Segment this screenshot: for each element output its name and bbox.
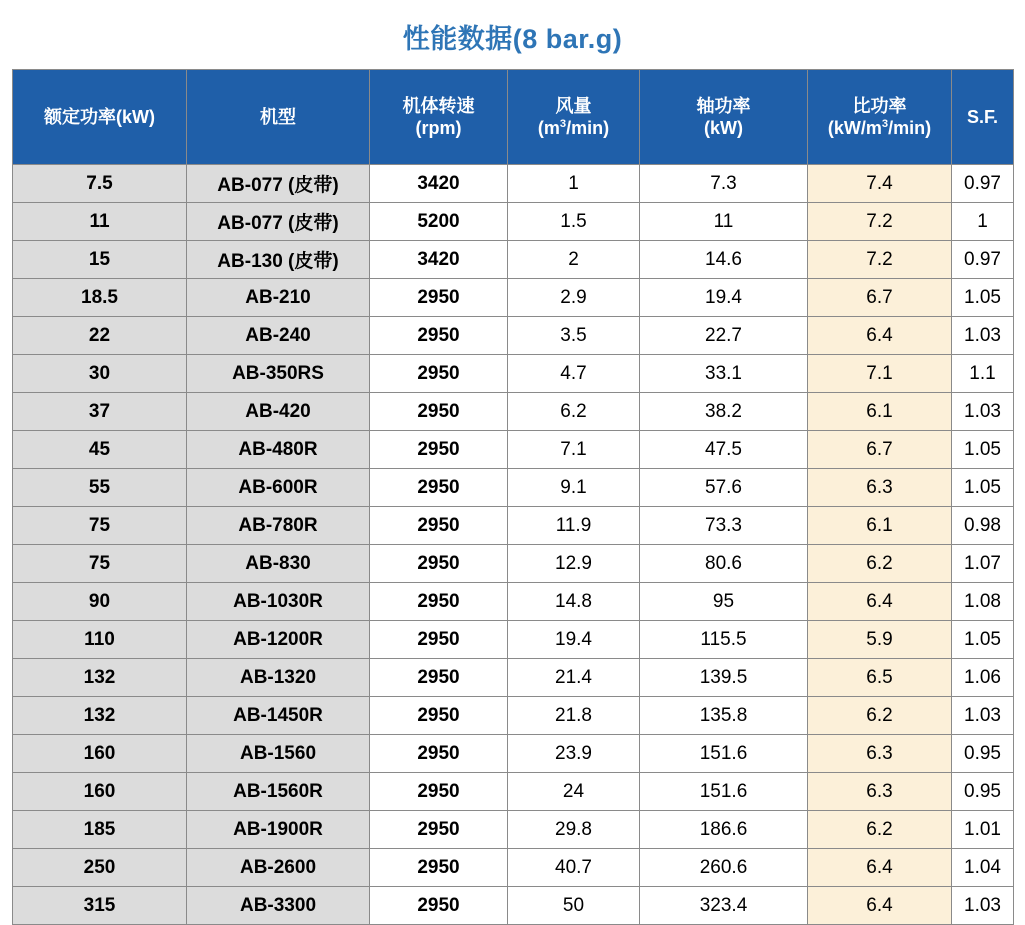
column-header-line1: 比功率 xyxy=(852,95,907,116)
cell-service-factor: 1.05 xyxy=(952,431,1014,469)
cell-model: AB-240 xyxy=(187,317,370,355)
column-header-specific-power xyxy=(808,70,952,165)
cell-flow: 1.5 xyxy=(508,203,640,241)
cell-model: AB-1560R xyxy=(187,773,370,811)
table-row xyxy=(13,735,1014,773)
cell-speed: 3420 xyxy=(370,241,508,279)
cell-speed: 3420 xyxy=(370,165,508,203)
cell-rated-power: 30 xyxy=(13,355,187,393)
cell-shaft-power: 151.6 xyxy=(640,773,808,811)
cell-flow: 1 xyxy=(508,165,640,203)
column-header-line2: $(kW/m^3/\min)$ xyxy=(827,118,932,138)
cell-flow: 19.4 xyxy=(508,621,640,659)
cell-speed: 2950 xyxy=(370,355,508,393)
cell-shaft-power: 323.4 xyxy=(640,887,808,925)
table-row xyxy=(13,621,1014,659)
cell-specific-power: 6.3 xyxy=(808,735,952,773)
cell-rated-power: 90 xyxy=(13,583,187,621)
cell-speed: 2950 xyxy=(370,659,508,697)
cell-specific-power: 6.4 xyxy=(808,849,952,887)
cell-rated-power: 55 xyxy=(13,469,187,507)
cell-speed: 2950 xyxy=(370,773,508,811)
cell-flow: 12.9 xyxy=(508,545,640,583)
column-header-line1: 额定功率(kW) xyxy=(44,106,155,127)
cell-service-factor: 1.03 xyxy=(952,393,1014,431)
cell-shaft-power: 139.5 xyxy=(640,659,808,697)
page-title: 性能数据(8 bar.g) xyxy=(402,24,623,54)
cell-speed: 2950 xyxy=(370,811,508,849)
cell-specific-power: 6.7 xyxy=(808,279,952,317)
cell-shaft-power: 38.2 xyxy=(640,393,808,431)
table-body xyxy=(13,165,1014,925)
cell-model: AB-830 xyxy=(187,545,370,583)
table-row xyxy=(13,241,1014,279)
column-header-rated-power xyxy=(13,70,187,165)
cell-shaft-power: 186.6 xyxy=(640,811,808,849)
cell-service-factor: 1.03 xyxy=(952,697,1014,735)
cell-speed: 2950 xyxy=(370,545,508,583)
cell-shaft-power: 95 xyxy=(640,583,808,621)
cell-flow: 7.1 xyxy=(508,431,640,469)
cell-speed: 2950 xyxy=(370,887,508,925)
column-header-line1: 轴功率 xyxy=(696,95,751,116)
cell-service-factor: 1.08 xyxy=(952,583,1014,621)
cell-shaft-power: 11 xyxy=(640,203,808,241)
cell-service-factor: 1.1 xyxy=(952,355,1014,393)
cell-speed: 2950 xyxy=(370,469,508,507)
table-row xyxy=(13,393,1014,431)
cell-specific-power: 6.3 xyxy=(808,773,952,811)
cell-model: AB-780R xyxy=(187,507,370,545)
cell-model: AB-130 (皮带) xyxy=(187,241,370,279)
cell-service-factor: 1.05 xyxy=(952,279,1014,317)
cell-speed: 2950 xyxy=(370,849,508,887)
column-header-service-factor xyxy=(952,70,1014,165)
cell-flow: 2.9 xyxy=(508,279,640,317)
table-row xyxy=(13,431,1014,469)
column-header-speed xyxy=(370,70,508,165)
cell-flow: 40.7 xyxy=(508,849,640,887)
cell-shaft-power: 7.3 xyxy=(640,165,808,203)
cell-specific-power: 6.4 xyxy=(808,887,952,925)
cell-flow: 29.8 xyxy=(508,811,640,849)
cell-shaft-power: 14.6 xyxy=(640,241,808,279)
cell-rated-power: 75 xyxy=(13,507,187,545)
cell-flow: 11.9 xyxy=(508,507,640,545)
cell-flow: 6.2 xyxy=(508,393,640,431)
cell-model: AB-350RS xyxy=(187,355,370,393)
table-row xyxy=(13,355,1014,393)
cell-rated-power: 110 xyxy=(13,621,187,659)
cell-speed: 2950 xyxy=(370,621,508,659)
cell-service-factor: 1.05 xyxy=(952,469,1014,507)
cell-specific-power: 6.3 xyxy=(808,469,952,507)
cell-service-factor: 1.01 xyxy=(952,811,1014,849)
cell-shaft-power: 22.7 xyxy=(640,317,808,355)
cell-model: AB-210 xyxy=(187,279,370,317)
cell-shaft-power: 80.6 xyxy=(640,545,808,583)
cell-specific-power: 7.1 xyxy=(808,355,952,393)
table-row xyxy=(13,469,1014,507)
table-row xyxy=(13,317,1014,355)
cell-rated-power: 18.5 xyxy=(13,279,187,317)
table-row xyxy=(13,811,1014,849)
column-header-line2: (kW) xyxy=(704,118,743,138)
cell-model: AB-420 xyxy=(187,393,370,431)
table-row xyxy=(13,203,1014,241)
column-header-line1: 风量 xyxy=(555,95,592,116)
cell-rated-power: 132 xyxy=(13,659,187,697)
cell-rated-power: 22 xyxy=(13,317,187,355)
cell-rated-power: 315 xyxy=(13,887,187,925)
cell-specific-power: 5.9 xyxy=(808,621,952,659)
table-row xyxy=(13,849,1014,887)
cell-service-factor: 1.06 xyxy=(952,659,1014,697)
cell-specific-power: 6.5 xyxy=(808,659,952,697)
cell-model: AB-1030R xyxy=(187,583,370,621)
table-row xyxy=(13,165,1014,203)
column-header-line1: S.F. xyxy=(966,106,998,127)
column-header-flow xyxy=(508,70,640,165)
cell-flow: 4.7 xyxy=(508,355,640,393)
column-header-shaft-power xyxy=(640,70,808,165)
table-row xyxy=(13,773,1014,811)
cell-rated-power: 45 xyxy=(13,431,187,469)
table-row xyxy=(13,507,1014,545)
cell-specific-power: 7.2 xyxy=(808,203,952,241)
cell-specific-power: 6.4 xyxy=(808,317,952,355)
cell-rated-power: 185 xyxy=(13,811,187,849)
cell-model: AB-2600 xyxy=(187,849,370,887)
cell-model: AB-480R xyxy=(187,431,370,469)
cell-speed: 2950 xyxy=(370,393,508,431)
cell-service-factor: 1 xyxy=(952,203,1014,241)
table-row xyxy=(13,887,1014,925)
cell-specific-power: 7.4 xyxy=(808,165,952,203)
cell-shaft-power: 57.6 xyxy=(640,469,808,507)
cell-shaft-power: 19.4 xyxy=(640,279,808,317)
cell-specific-power: 7.2 xyxy=(808,241,952,279)
cell-service-factor: 1.07 xyxy=(952,545,1014,583)
cell-speed: 2950 xyxy=(370,507,508,545)
cell-rated-power: 11 xyxy=(13,203,187,241)
cell-flow: 3.5 xyxy=(508,317,640,355)
cell-rated-power: 15 xyxy=(13,241,187,279)
cell-service-factor: 0.95 xyxy=(952,773,1014,811)
cell-flow: 50 xyxy=(508,887,640,925)
cell-model: AB-1200R xyxy=(187,621,370,659)
cell-flow: 21.8 xyxy=(508,697,640,735)
performance-data-table xyxy=(12,69,1014,925)
cell-shaft-power: 260.6 xyxy=(640,849,808,887)
table-row xyxy=(13,279,1014,317)
cell-shaft-power: 151.6 xyxy=(640,735,808,773)
table-row xyxy=(13,583,1014,621)
cell-specific-power: 6.1 xyxy=(808,393,952,431)
cell-service-factor: 1.03 xyxy=(952,317,1014,355)
cell-service-factor: 0.95 xyxy=(952,735,1014,773)
cell-speed: 2950 xyxy=(370,279,508,317)
column-header-line1: 机型 xyxy=(260,106,296,127)
cell-specific-power: 6.7 xyxy=(808,431,952,469)
cell-rated-power: 75 xyxy=(13,545,187,583)
cell-shaft-power: 135.8 xyxy=(640,697,808,735)
cell-model: AB-600R xyxy=(187,469,370,507)
cell-flow: 14.8 xyxy=(508,583,640,621)
cell-rated-power: 7.5 xyxy=(13,165,187,203)
cell-model: AB-077 (皮带) xyxy=(187,165,370,203)
column-header-line2: (rpm) xyxy=(415,118,462,138)
cell-speed: 2950 xyxy=(370,583,508,621)
cell-speed: 2950 xyxy=(370,697,508,735)
cell-service-factor: 1.04 xyxy=(952,849,1014,887)
column-header-line2: $(m^3/\min)$ xyxy=(537,118,610,138)
cell-service-factor: 0.98 xyxy=(952,507,1014,545)
cell-rated-power: 132 xyxy=(13,697,187,735)
cell-speed: 5200 xyxy=(370,203,508,241)
table-header-row xyxy=(13,70,1014,165)
cell-model: AB-1900R xyxy=(187,811,370,849)
cell-model: AB-3300 xyxy=(187,887,370,925)
cell-specific-power: 6.2 xyxy=(808,811,952,849)
cell-flow: 21.4 xyxy=(508,659,640,697)
table-row xyxy=(13,545,1014,583)
cell-flow: 23.9 xyxy=(508,735,640,773)
cell-specific-power: 6.1 xyxy=(808,507,952,545)
cell-service-factor: 1.03 xyxy=(952,887,1014,925)
cell-flow: 9.1 xyxy=(508,469,640,507)
cell-service-factor: 0.97 xyxy=(952,241,1014,279)
cell-rated-power: 250 xyxy=(13,849,187,887)
column-header-model xyxy=(187,70,370,165)
column-header-line1: 机体转速 xyxy=(402,95,475,116)
cell-shaft-power: 47.5 xyxy=(640,431,808,469)
cell-specific-power: 6.2 xyxy=(808,697,952,735)
cell-speed: 2950 xyxy=(370,431,508,469)
cell-rated-power: 160 xyxy=(13,735,187,773)
cell-specific-power: 6.2 xyxy=(808,545,952,583)
cell-model: AB-077 (皮带) xyxy=(187,203,370,241)
cell-specific-power: 6.4 xyxy=(808,583,952,621)
cell-model: AB-1560 xyxy=(187,735,370,773)
cell-rated-power: 160 xyxy=(13,773,187,811)
cell-model: AB-1320 xyxy=(187,659,370,697)
cell-shaft-power: 33.1 xyxy=(640,355,808,393)
cell-model: AB-1450R xyxy=(187,697,370,735)
table-row xyxy=(13,659,1014,697)
cell-shaft-power: 73.3 xyxy=(640,507,808,545)
cell-rated-power: 37 xyxy=(13,393,187,431)
cell-shaft-power: 115.5 xyxy=(640,621,808,659)
table-row xyxy=(13,697,1014,735)
cell-speed: 2950 xyxy=(370,735,508,773)
cell-flow: 24 xyxy=(508,773,640,811)
cell-flow: 2 xyxy=(508,241,640,279)
cell-speed: 2950 xyxy=(370,317,508,355)
cell-service-factor: 0.97 xyxy=(952,165,1014,203)
cell-service-factor: 1.05 xyxy=(952,621,1014,659)
